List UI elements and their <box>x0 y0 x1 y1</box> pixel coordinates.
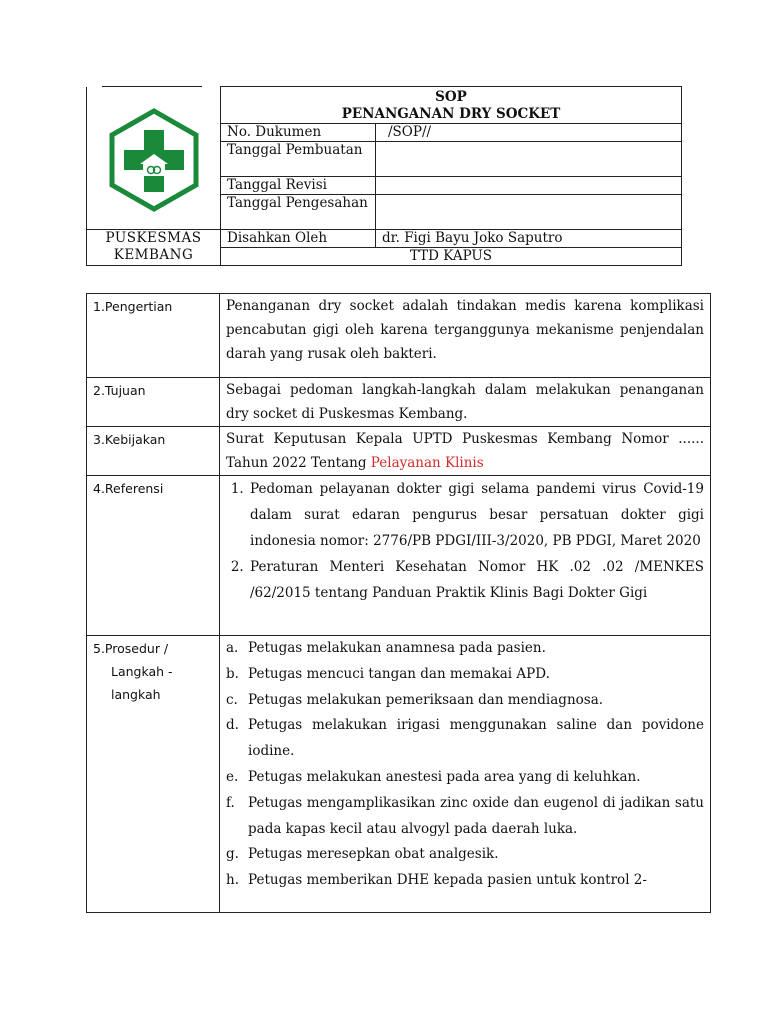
referensi-list <box>220 476 704 606</box>
sop-title <box>221 87 682 124</box>
prosedur-marker: b. <box>226 665 239 682</box>
row-value-no-dokumen: /SOP// <box>376 124 682 142</box>
prosedur-text: Petugas mengamplikasikan zinc oxide dan eugenol di jadikan satu pada kapas kecil atau alvogyl pada daerah luka. <box>248 794 704 837</box>
label-prosedur-line1: 5.Prosedur / <box>93 641 169 656</box>
text-kebijakan <box>220 427 711 476</box>
logo-cell <box>87 87 221 230</box>
kebijakan-text: Surat Keputusan Kepala UPTD Puskesmas Kembang Nomor ...... Tahun 2022 Tentang <box>226 431 704 471</box>
prosedur-item <box>226 636 704 662</box>
org-name-line2: KEMBANG <box>113 247 194 263</box>
prosedur-text: Petugas mencuci tangan dan memakai APD. <box>248 665 550 682</box>
prosedur-item <box>226 868 704 894</box>
row-label-tanggal-pembuatan: Tanggal Pembuatan <box>221 142 376 177</box>
label-kebijakan: 3.Kebijakan <box>87 427 220 476</box>
sop-body-table <box>86 293 711 913</box>
label-pengertian: 1.Pengertian <box>87 294 220 378</box>
prosedur-marker: g. <box>226 846 239 863</box>
prosedur-item <box>226 842 704 868</box>
section-kebijakan <box>87 427 711 476</box>
org-name-cell <box>87 230 221 266</box>
label-prosedur-line2: Langkah - <box>111 664 173 679</box>
row-label-disahkan-oleh: Disahkan Oleh <box>221 230 376 248</box>
label-tujuan: 2.Tujuan <box>87 378 220 427</box>
ttd-kapus: TTD KAPUS <box>221 248 682 266</box>
prosedur-text: Petugas melakukan pemeriksaan dan mendiagnosa. <box>248 691 604 708</box>
section-pengertian <box>87 294 711 378</box>
referensi-item: 2. Peraturan Menteri Kesehatan Nomor HK .02 .02 /MENKES /62/2015 tentang Panduan Praktik Klinis Bagi Dokter Gigi <box>248 554 704 606</box>
prosedur-marker: d. <box>226 717 239 734</box>
prosedur-marker: a. <box>226 640 239 656</box>
prosedur-item <box>226 713 704 765</box>
prosedur-marker: c. <box>226 691 238 708</box>
prosedur-text: Petugas melakukan anamnesa pada pasien. <box>248 640 546 656</box>
kebijakan-highlight: Pelayanan Klinis <box>370 455 484 471</box>
row-label-tanggal-revisi: Tanggal Revisi <box>221 177 376 195</box>
row-label-tanggal-pengesahan: Tanggal Pengesahan <box>221 195 376 230</box>
sop-title-line1: SOP <box>435 89 467 105</box>
prosedur-marker: h. <box>226 872 239 889</box>
row-label-no-dokumen: No. Dukumen <box>221 124 376 142</box>
sop-title-line2: PENANGANAN DRY SOCKET <box>341 106 561 122</box>
prosedur-cell <box>220 636 711 913</box>
referensi-item: 1. Pedoman pelayanan dokter gigi selama pandemi virus Covid-19 dalam surat edaran pengurus besar persatuan dokter gigi indonesia nomor: 2776/PB PDGI/III-3/2020, PB PDGI, Maret 2020 <box>248 476 704 554</box>
referensi-cell <box>220 476 711 636</box>
prosedur-marker: f. <box>226 794 235 811</box>
prosedur-text: Petugas memberikan DHE kepada pasien untuk kontrol 2- <box>248 872 647 889</box>
label-referensi: 4.Referensi <box>87 476 220 636</box>
puskesmas-logo-icon <box>108 108 200 212</box>
prosedur-list <box>226 636 704 894</box>
prosedur-item <box>226 791 704 843</box>
section-prosedur <box>87 636 711 913</box>
text-tujuan: Sebagai pedoman langkah-langkah dalam melakukan penanganan dry socket di Puskesmas Kembang. <box>220 378 711 427</box>
prosedur-item <box>226 765 704 791</box>
prosedur-marker: e. <box>226 768 239 785</box>
row-value-tanggal-pembuatan <box>376 142 682 177</box>
row-value-tanggal-revisi <box>376 177 682 195</box>
section-tujuan <box>87 378 711 427</box>
sop-header-table <box>86 86 682 266</box>
prosedur-item <box>226 688 704 714</box>
row-value-disahkan-oleh: dr. Figi Bayu Joko Saputro <box>376 230 682 248</box>
prosedur-text: Petugas melakukan irigasi menggunakan saline dan povidone iodine. <box>248 717 704 760</box>
label-prosedur <box>87 636 220 913</box>
text-pengertian: Penanganan dry socket adalah tindakan medis karena komplikasi pencabutan gigi oleh karena terganggunya mekanisme penjendalan darah yang rusak oleh bakteri. <box>220 294 711 378</box>
label-prosedur-line3: langkah <box>111 687 161 702</box>
prosedur-text: Petugas meresepkan obat analgesik. <box>248 846 499 863</box>
section-referensi <box>87 476 711 636</box>
prosedur-item <box>226 662 704 688</box>
row-value-tanggal-pengesahan <box>376 195 682 230</box>
prosedur-text: Petugas melakukan anestesi pada area yang di keluhkan. <box>248 768 641 785</box>
org-name-line1: PUSKESMAS <box>105 230 202 246</box>
